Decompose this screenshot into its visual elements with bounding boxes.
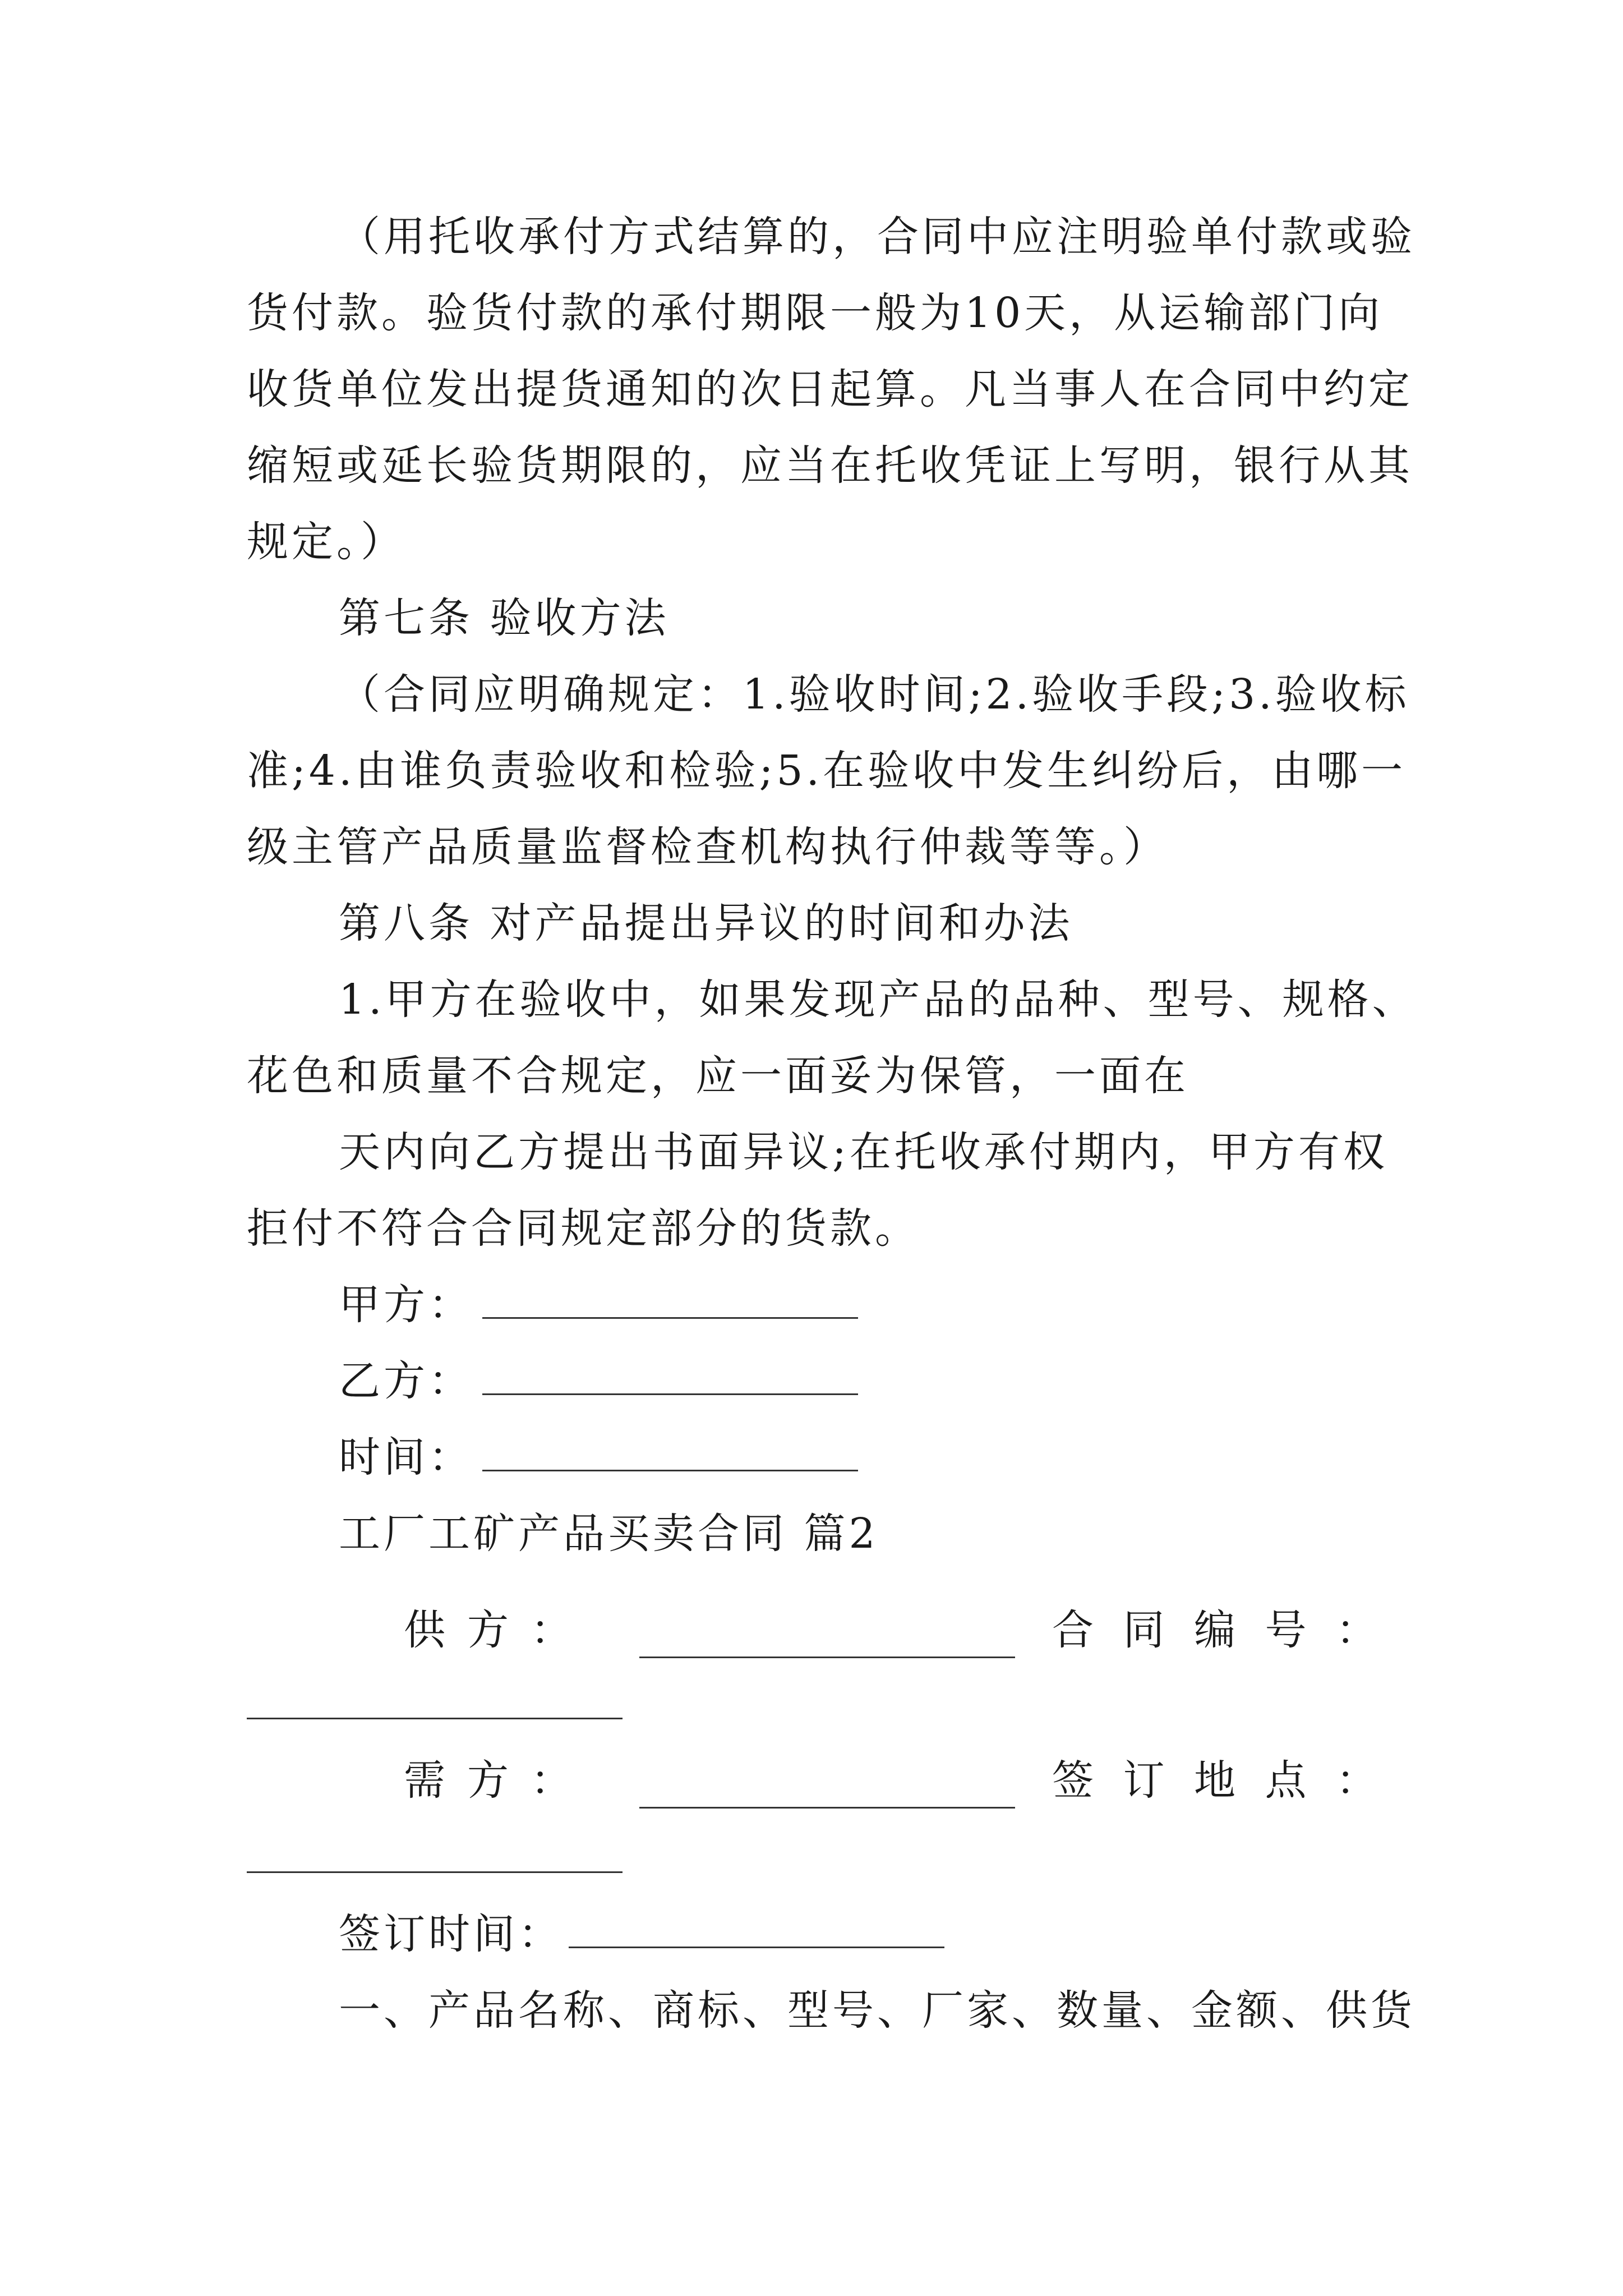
party-a-blank <box>482 1281 858 1319</box>
supplier-blank <box>639 1621 1015 1658</box>
party-b-blank <box>482 1358 858 1395</box>
paragraph-line: （合同应明确规定：1.验收时间;2.验收手段;3.验收标 <box>339 670 1410 719</box>
sign-time-row <box>339 1906 944 1962</box>
paragraph-line: 收货单位发出提货通知的次日起算。凡当事人在合同中约定 <box>247 365 1413 413</box>
sign-place-blank <box>247 1871 623 1873</box>
party-b-label: 乙方： <box>339 1357 473 1405</box>
paragraph-line: 货付款。验货付款的承付期限一般为10天，从运输部门向 <box>247 289 1384 337</box>
sign-time-label: 签订时间： <box>339 1910 563 1958</box>
contract-no-label: 合 同 编 号 ： <box>1052 1606 1377 1654</box>
paragraph-line: 花色和质量不合规定，应一面妥为保管，一面在 <box>247 1052 1189 1100</box>
paragraph-line: 级主管产品质量监督检查机构执行仲裁等等。） <box>247 823 1168 871</box>
article-7-heading: 第七条 验收方法 <box>339 594 670 642</box>
paragraph-line: （用托收承付方式结算的，合同中应注明验单付款或验 <box>339 213 1415 261</box>
buyer-row <box>404 1752 1377 1809</box>
time-row <box>339 1429 858 1485</box>
section-2-title: 工厂工矿产品买卖合同 篇2 <box>339 1510 879 1558</box>
time-blank <box>482 1434 858 1471</box>
sign-place-label: 签 订 地 点 ： <box>1052 1756 1377 1805</box>
supplier-row <box>404 1602 1377 1658</box>
party-a-label: 甲方： <box>339 1281 473 1329</box>
paragraph-line: 规定。） <box>247 518 405 566</box>
paragraph-line: 天内向乙方提出书面异议;在托收承付期内，甲方有权 <box>339 1128 1388 1176</box>
buyer-label: 需 方 ： <box>404 1756 572 1805</box>
paragraph-line: 拒付不符合合同规定部分的货款。 <box>247 1204 920 1253</box>
contract-no-blank <box>247 1718 623 1719</box>
item-1-line: 一、产品名称、商标、型号、厂家、数量、金额、供货 <box>339 1986 1415 2035</box>
time-label: 时间： <box>339 1433 473 1481</box>
supplier-label: 供 方 ： <box>404 1606 572 1654</box>
article-8-heading: 第八条 对产品提出异议的时间和办法 <box>339 899 1073 947</box>
sign-time-blank <box>569 1911 944 1948</box>
paragraph-line: 1.甲方在验收中，如果发现产品的品种、型号、规格、 <box>339 976 1417 1024</box>
party-b-row <box>339 1353 858 1409</box>
buyer-blank <box>639 1771 1015 1809</box>
party-a-row <box>339 1277 858 1333</box>
paragraph-line: 缩短或延长验货期限的，应当在托收凭证上写明，银行从其 <box>247 441 1413 490</box>
paragraph-line: 准;4.由谁负责验收和检验;5.在验收中发生纠纷后，由哪一 <box>247 747 1407 795</box>
